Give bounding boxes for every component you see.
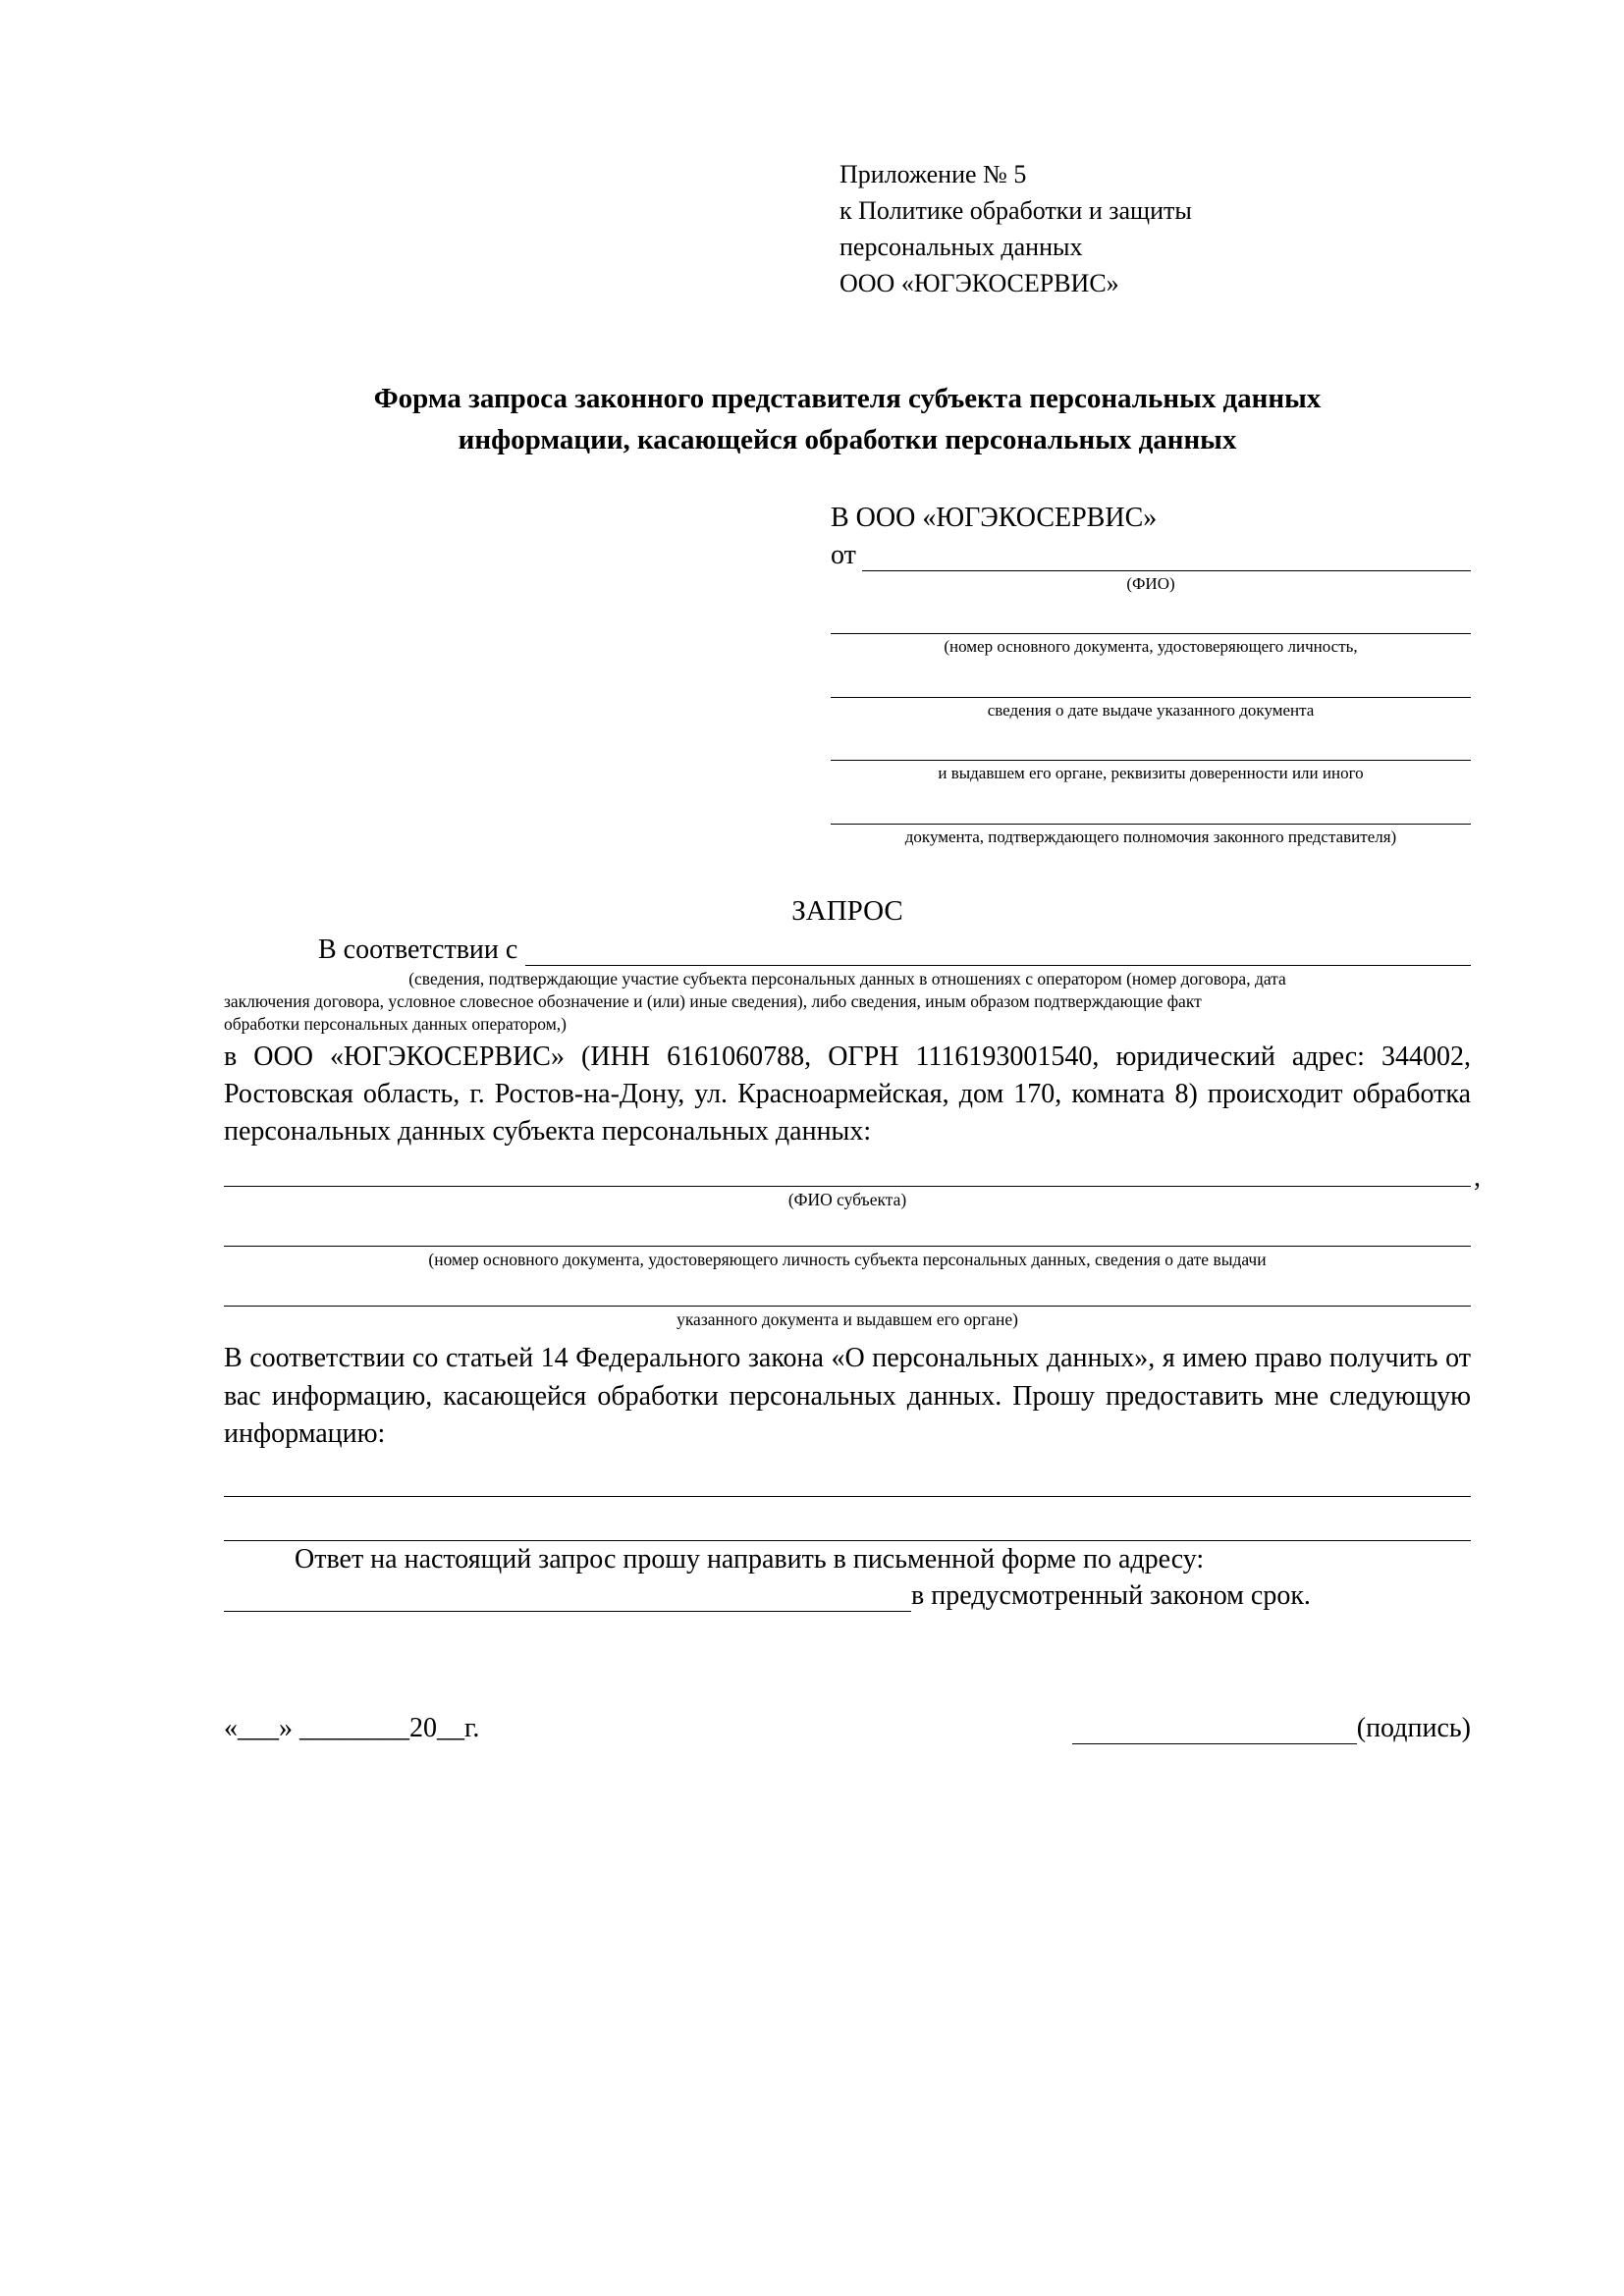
subject-doc-organ-input[interactable] — [224, 1276, 1471, 1307]
request-heading: ЗАПРОС — [791, 895, 903, 927]
doc-organ-input[interactable] — [831, 734, 1471, 761]
page-title-line-1: Форма запроса законного представителя субъекта персональных данных — [373, 383, 1322, 414]
info-request-input-1[interactable] — [224, 1453, 1471, 1497]
appendix-org: ООО «ЮГЭКОСЕРВИС» — [839, 268, 1119, 297]
comma-mark: , — [1474, 1162, 1481, 1194]
from-label: от — [831, 540, 856, 570]
doc-number-block — [831, 608, 1471, 657]
page-title-line-2: информации, касающейся обработки персональных данных — [458, 424, 1237, 456]
request-body — [224, 934, 1481, 1612]
info-request-input-2[interactable] — [224, 1497, 1471, 1541]
relation-note-line-1: (сведения, подтверждающие участие субъекта персональных данных в отношениях с оператором (номер договора, дата — [408, 969, 1286, 988]
appendix-policy-line1: к Политике обработки и защиты — [839, 195, 1192, 225]
organization-paragraph: в ООО «ЮГЭКОСЕРВИС» (ИНН 6161060788, ОГРН 1116193001540, юридический адрес: 344002, Ростовская область, г. Ростов-на-Дону, ул. Красноармейская, дом 170, комната 8) происходит обработка персональных данных субъекта персональных данных: — [224, 1041, 1471, 1148]
doc-number-input[interactable] — [831, 608, 1471, 634]
relation-note — [224, 968, 1471, 1035]
doc-date-block — [831, 671, 1471, 721]
in-accordance-input[interactable] — [525, 939, 1471, 966]
appendix-number: Приложение № 5 — [839, 160, 1027, 188]
doc-power-block — [831, 798, 1471, 847]
caption-doc-power: документа, подтверждающего полномочия законного представителя) — [904, 827, 1397, 846]
doc-organ-block — [831, 734, 1471, 783]
law-paragraph: В соответствии со статьей 14 Федерального закона «О персональных данных», я имею право получить от вас информацию, касающейся обработки персональных данных. Прошу предоставить мне следующую информацию: — [224, 1343, 1471, 1449]
appendix-policy-line2: персональных данных — [839, 232, 1083, 261]
from-row — [831, 540, 1471, 571]
caption-subject-doc: (номер основного документа, удостоверяющего личность субъекта персональных данных, сведения о дате выдачи — [428, 1250, 1267, 1270]
signature-input[interactable] — [1072, 1718, 1357, 1744]
caption-doc-organ: и выдавшем его органе, реквизиты доверенности или иного — [938, 764, 1364, 783]
addressee-organization: В ООО «ЮГЭКОСЕРВИС» — [831, 503, 1158, 533]
answer-request-text: Ответ на настоящий запрос прошу направить в письменной форме по адресу: — [295, 1543, 1205, 1575]
doc-power-input[interactable] — [831, 798, 1471, 825]
addressee-block — [224, 503, 1471, 847]
caption-doc-number: (номер основного документа, удостоверяющего личность, — [944, 637, 1358, 657]
date-field[interactable]: «___» ________20__г. — [224, 1713, 480, 1743]
caption-fio: (ФИО) — [1126, 574, 1175, 593]
caption-doc-date: сведения о дате выдаче указанного документа — [987, 700, 1315, 720]
appendix-header — [839, 157, 1429, 302]
answer-address-input[interactable] — [224, 1581, 911, 1612]
answer-address-tail: в предусмотренный законом срок. — [911, 1579, 1311, 1611]
relation-note-line-3: обработки персональных данных оператором,) — [224, 1013, 567, 1034]
doc-date-input[interactable] — [831, 671, 1471, 698]
signature-row — [224, 1713, 1471, 1744]
answer-address-row — [224, 1580, 1471, 1612]
subject-fio-input[interactable] — [224, 1156, 1481, 1194]
signature-field[interactable] — [1072, 1713, 1471, 1744]
page-title — [224, 378, 1471, 460]
from-name-input[interactable] — [862, 545, 1471, 571]
caption-subject-fio: (ФИО субъекта) — [787, 1190, 907, 1210]
caption-subject-doc2: указанного документа и выдавшем его органе) — [677, 1309, 1018, 1330]
in-accordance-row — [224, 934, 1471, 966]
relation-note-line-2: заключения договора, условное словесное обозначение и (или) иные сведения), либо сведения, иным образом подтверждающие факт — [224, 990, 1202, 1011]
signature-label: (подпись) — [1356, 1713, 1471, 1743]
subject-doc-input[interactable] — [224, 1216, 1471, 1247]
in-accordance-label: В соответствии с — [318, 934, 518, 965]
